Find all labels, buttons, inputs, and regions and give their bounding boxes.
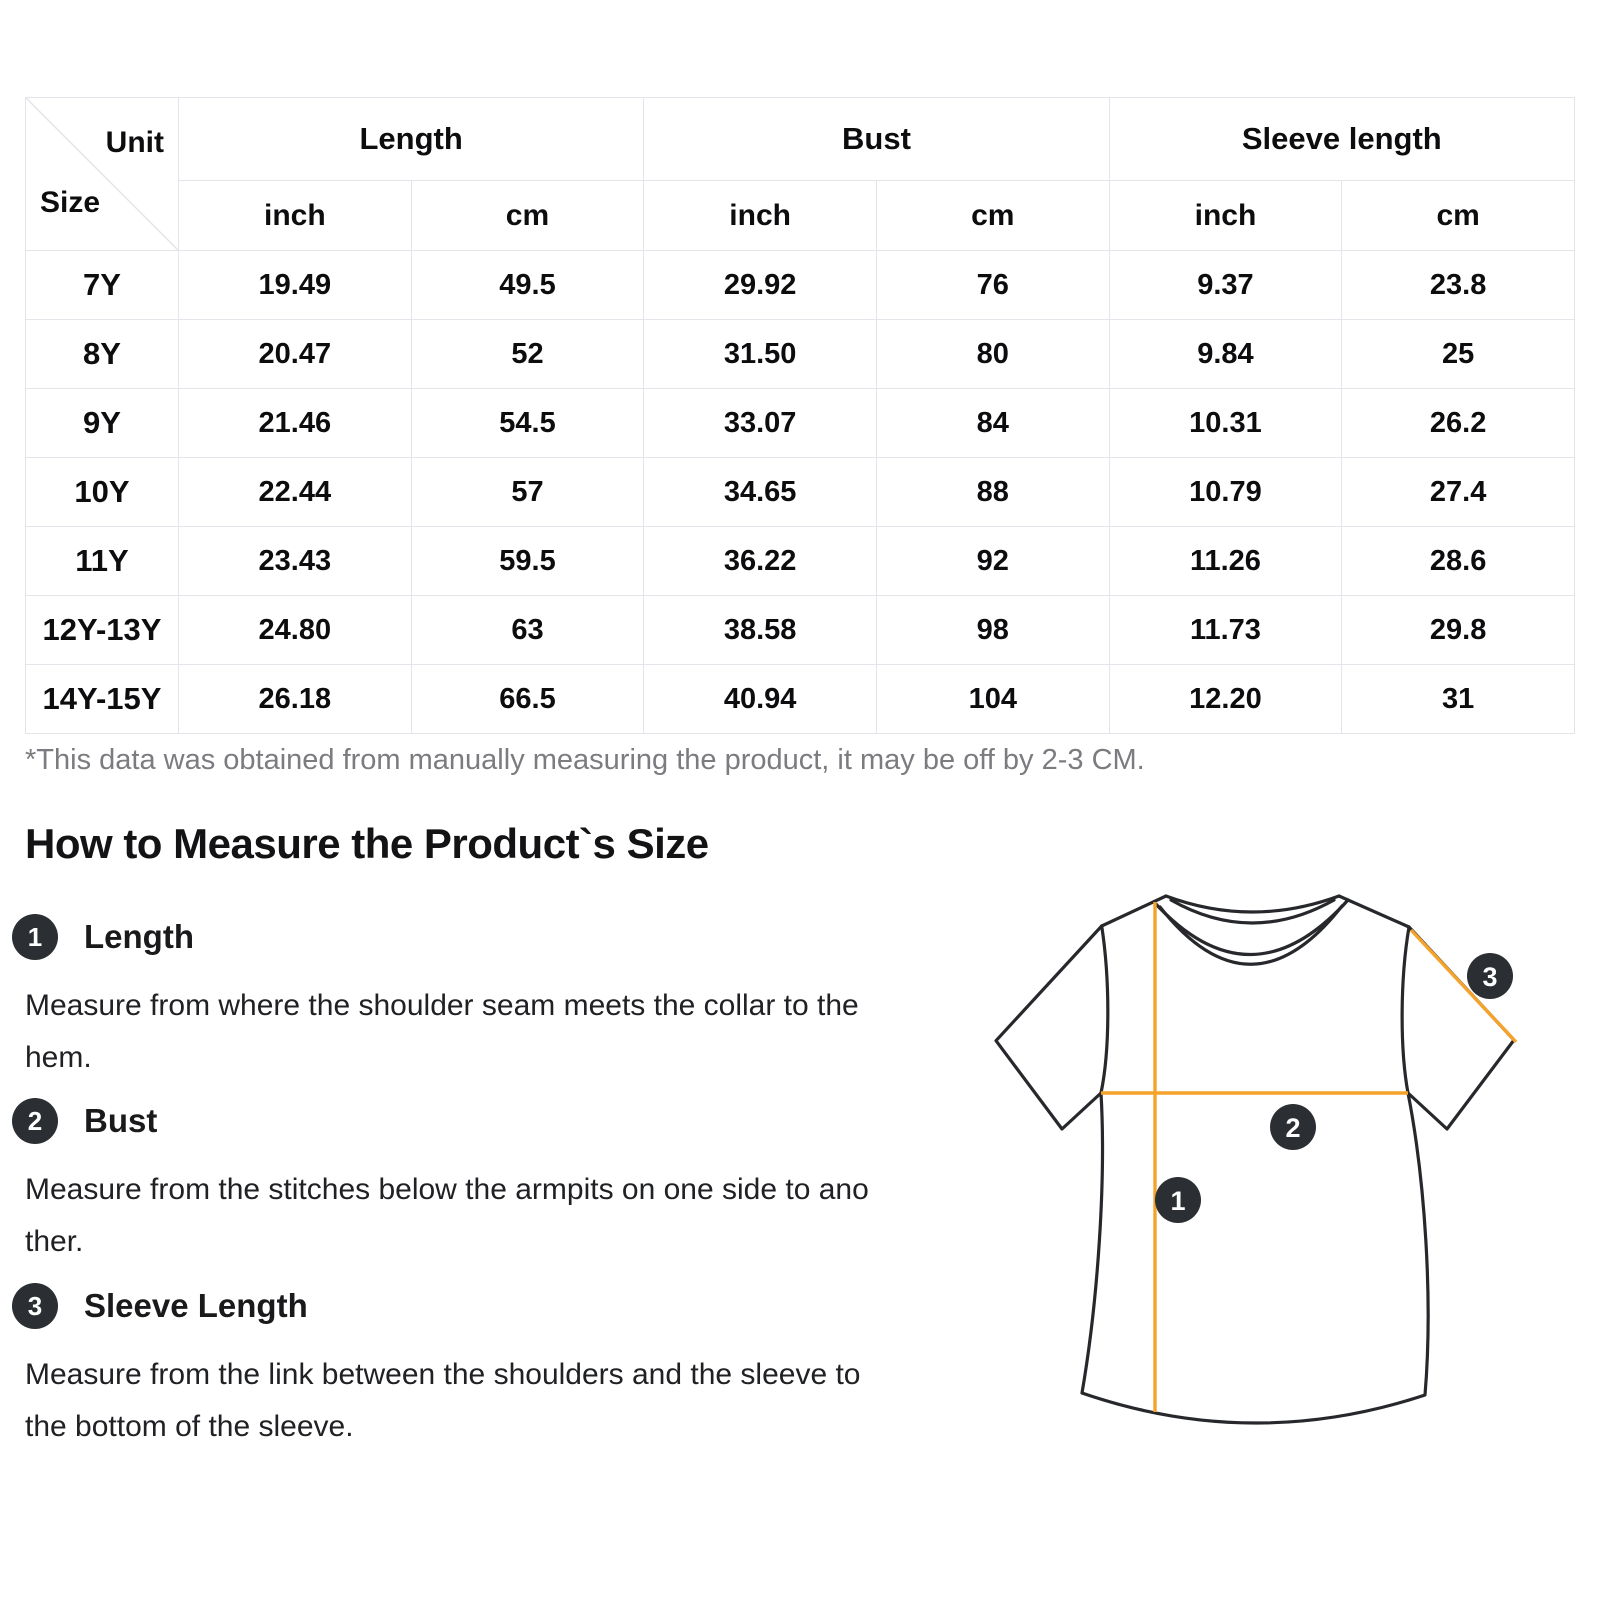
section-description: Measure from the link between the shoulders and the sleeve to the bottom of the sleeve. (25, 1358, 861, 1443)
value-cell: 29.92 (644, 251, 877, 320)
table-row (26, 320, 1575, 389)
col-group-bust: Bust (644, 98, 1109, 181)
col-group-length: Length (179, 98, 644, 181)
value-cell: 10.79 (1109, 458, 1342, 527)
value-cell: 12.20 (1109, 665, 1342, 734)
value-cell: 104 (876, 665, 1109, 734)
value-cell: 9.37 (1109, 251, 1342, 320)
value-cell: 36.22 (644, 527, 877, 596)
guide-section-length (12, 914, 194, 960)
value-cell: 20.47 (179, 320, 412, 389)
value-cell: 27.4 (1342, 458, 1575, 527)
size-table (25, 97, 1575, 734)
guide-section-bust (12, 1098, 157, 1144)
value-cell: 92 (876, 527, 1109, 596)
tshirt-outline (996, 896, 1514, 1423)
diagram-badge-1-label: 1 (1170, 1186, 1186, 1216)
value-cell: 31 (1342, 665, 1575, 734)
value-cell: 54.5 (411, 389, 644, 458)
value-cell: 34.65 (644, 458, 877, 527)
value-cell: 63 (411, 596, 644, 665)
section-title: Sleeve Length (84, 1287, 308, 1324)
value-cell: 29.8 (1342, 596, 1575, 665)
value-cell: 21.46 (179, 389, 412, 458)
table-row (26, 665, 1575, 734)
value-cell: 23.8 (1342, 251, 1575, 320)
size-label: Size (40, 186, 101, 219)
measurement-note: *This data was obtained from manually measuring the product, it may be off by 2-3 CM. (25, 744, 1145, 776)
size-cell: 14Y-15Y (26, 665, 179, 734)
section-title: Bust (84, 1102, 158, 1139)
size-cell: 8Y (26, 320, 179, 389)
value-cell: 66.5 (411, 665, 644, 734)
unit-header-cell: cm (1342, 181, 1575, 251)
value-cell: 76 (876, 251, 1109, 320)
unit-header-cell: cm (411, 181, 644, 251)
value-cell: 52 (411, 320, 644, 389)
tshirt-diagram (950, 870, 1550, 1450)
table-row (26, 458, 1575, 527)
section-description: Measure from where the shoulder seam meets the collar to the hem. (25, 989, 859, 1074)
table-row (26, 527, 1575, 596)
guide-section-sleeve-length (12, 1283, 308, 1329)
value-cell: 19.49 (179, 251, 412, 320)
diagram-badge-2-label: 2 (1285, 1113, 1301, 1143)
size-cell: 11Y (26, 527, 179, 596)
unit-header-cell: cm (876, 181, 1109, 251)
unit-header-cell: inch (644, 181, 877, 251)
value-cell: 11.26 (1109, 527, 1342, 596)
value-cell: 98 (876, 596, 1109, 665)
diagram-badges (1155, 953, 1513, 1223)
unit-header-cell: inch (179, 181, 412, 251)
section-title: Length (84, 918, 194, 955)
table-row (26, 251, 1575, 320)
value-cell: 88 (876, 458, 1109, 527)
size-cell: 7Y (26, 251, 179, 320)
table-row (26, 389, 1575, 458)
value-cell: 28.6 (1342, 527, 1575, 596)
guide-heading: How to Measure the Product`s Size (25, 820, 709, 867)
value-cell: 84 (876, 389, 1109, 458)
value-cell: 9.84 (1109, 320, 1342, 389)
value-cell: 57 (411, 458, 644, 527)
value-cell: 10.31 (1109, 389, 1342, 458)
value-cell: 49.5 (411, 251, 644, 320)
value-cell: 25 (1342, 320, 1575, 389)
table-row (26, 596, 1575, 665)
unit-label: Unit (105, 126, 164, 159)
section-number-badge: 1 (12, 914, 58, 960)
value-cell: 23.43 (179, 527, 412, 596)
size-chart (25, 97, 1575, 734)
value-cell: 80 (876, 320, 1109, 389)
value-cell: 40.94 (644, 665, 877, 734)
size-cell: 12Y-13Y (26, 596, 179, 665)
corner-diagonal-line (26, 98, 178, 250)
table-corner-cell (26, 98, 179, 251)
section-description: Measure from the stitches below the armpits on one side to another. (25, 1173, 869, 1258)
value-cell: 24.80 (179, 596, 412, 665)
section-number-badge: 3 (12, 1283, 58, 1329)
unit-header-cell: inch (1109, 181, 1342, 251)
value-cell: 26.18 (179, 665, 412, 734)
value-cell: 26.2 (1342, 389, 1575, 458)
diagram-badge-3-label: 3 (1482, 962, 1498, 992)
value-cell: 38.58 (644, 596, 877, 665)
value-cell: 33.07 (644, 389, 877, 458)
col-group-sleeve-length: Sleeve length (1109, 98, 1574, 181)
size-cell: 9Y (26, 389, 179, 458)
value-cell: 31.50 (644, 320, 877, 389)
value-cell: 11.73 (1109, 596, 1342, 665)
size-cell: 10Y (26, 458, 179, 527)
section-number-badge: 2 (12, 1098, 58, 1144)
value-cell: 22.44 (179, 458, 412, 527)
value-cell: 59.5 (411, 527, 644, 596)
